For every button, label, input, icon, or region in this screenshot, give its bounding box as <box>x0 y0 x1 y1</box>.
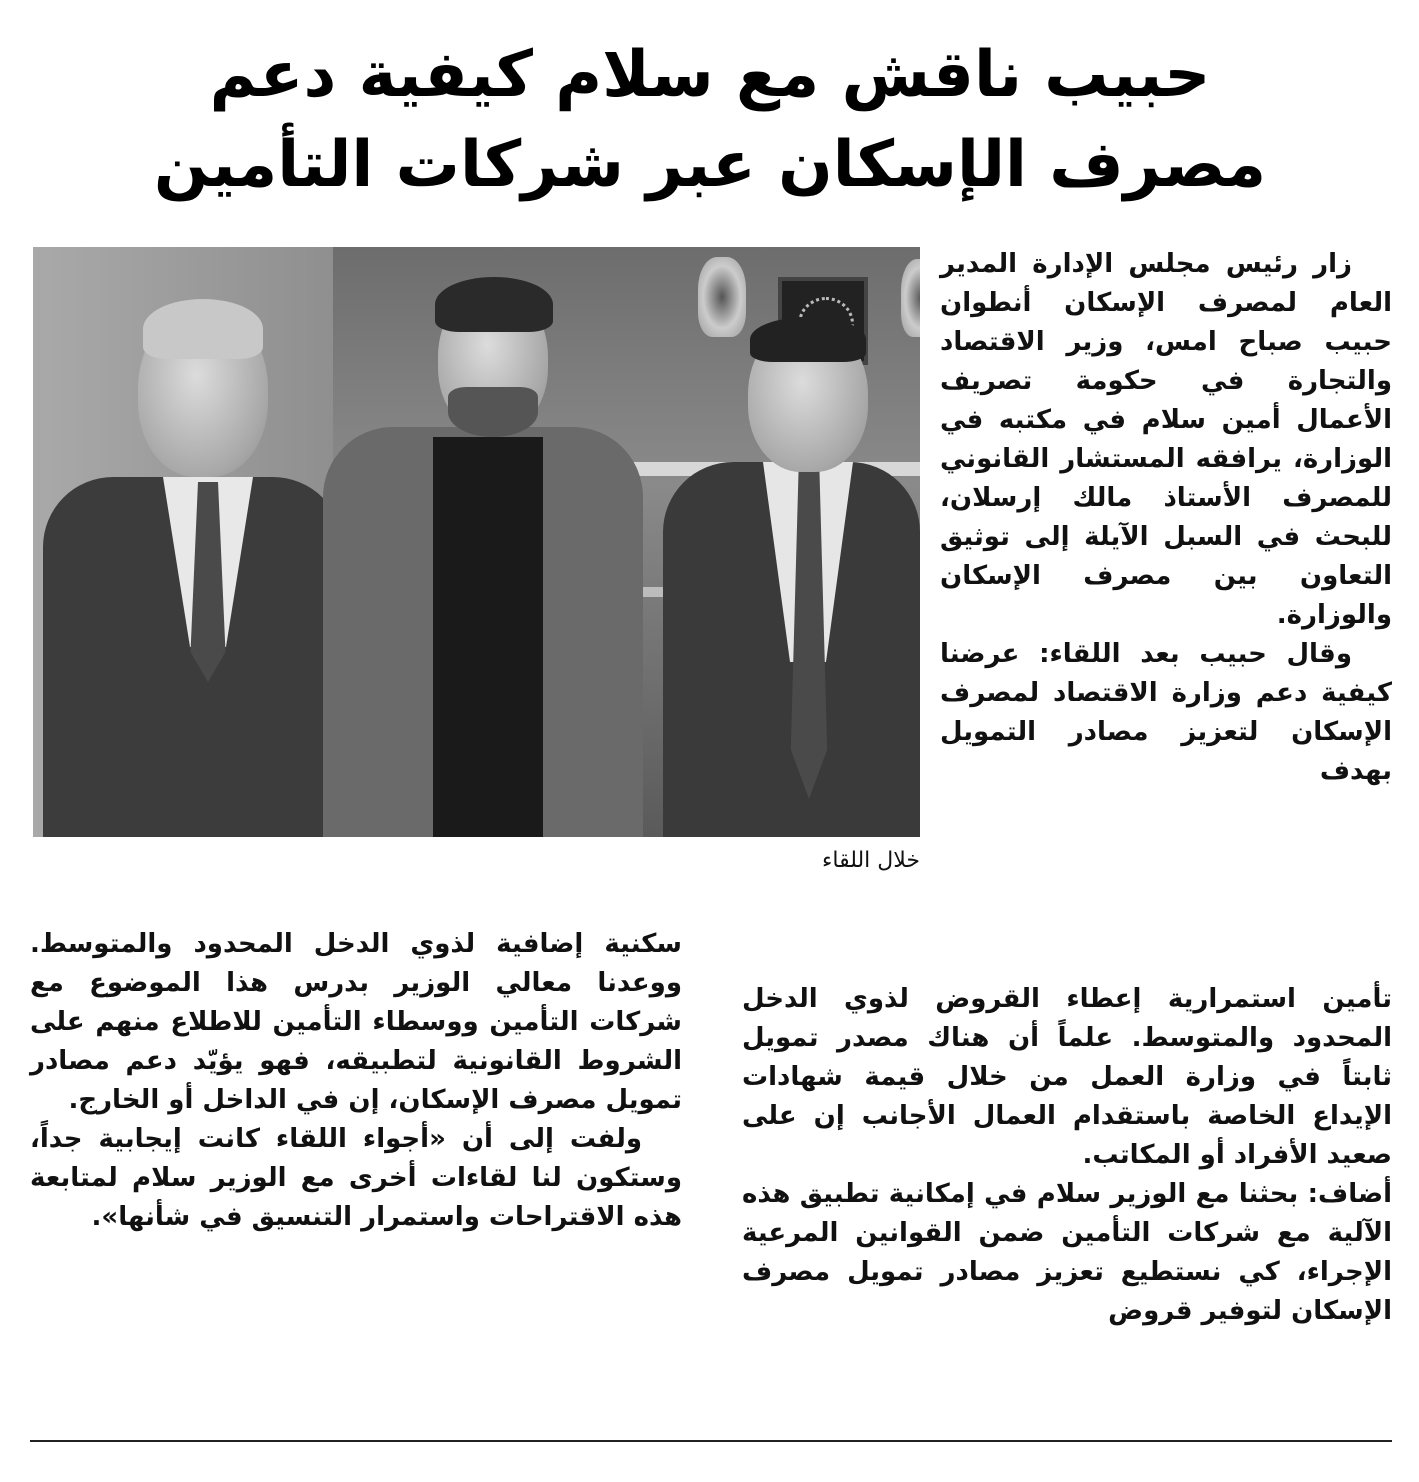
headline-line-1: حبيب ناقش مع سلام كيفية دعم <box>209 38 1211 112</box>
person-left <box>33 247 363 837</box>
person-middle <box>323 247 653 837</box>
paragraph: ولفت إلى أن «أجواء اللقاء كانت إيجابية جداً، وستكون لنا لقاءات أخرى مع الوزير سلام لمتابعة هذه الاقتراحات واستمرار التنسيق في شأنها». <box>30 1124 682 1232</box>
paragraph: زار رئيس مجلس الإدارة المدير العام لمصرف الإسكان أنطوان حبيب صباح امس، وزير الاقتصاد والتجارة في حكومة تصريف الأعمال أمين سلام في مكتبه في الوزارة، يرافقه المستشار القانوني للمصرف الأستاذ مالك إرسلان، للبحث في السبل الآيلة إلى توثيق التعاون بين مصرف الإسكان والوزارة. <box>940 249 1392 630</box>
paragraph: أضاف: بحثنا مع الوزير سلام في إمكانية تطبيق هذه الآلية مع شركات التأمين ضمن القوانين المرعية الإجراء، كي نستطيع تعزيز مصادر تمويل مصرف الإسكان لتوفير قروض <box>742 1179 1392 1326</box>
paragraph: تأمين استمرارية إعطاء القروض لذوي الدخل المحدود والمتوسط. علماً أن هناك مصدر تمويل ثابتاً في وزارة العمل من خلال قيمة شهادات الإيداع الخاصة باستقدام العمال الأجانب إن على صعيد الأفراد أو المكاتب. <box>742 984 1392 1170</box>
article-photo <box>33 247 920 837</box>
paragraph: وقال حبيب بعد اللقاء: عرضنا كيفية دعم وزارة الاقتصاد لمصرف الإسكان لتعزيز مصادر التمويل بهدف <box>940 639 1392 786</box>
column-right-bottom <box>742 980 1392 1331</box>
headline <box>60 30 1360 210</box>
bottom-rule <box>30 1440 1392 1442</box>
column-left <box>30 925 682 1237</box>
photo-caption: خلال اللقاء <box>822 848 920 873</box>
paragraph: سكنية إضافية لذوي الدخل المحدود والمتوسط. ووعدنا معالي الوزير بدرس هذا الموضوع مع شركات التأمين ووسطاء التأمين للاطلاع منهم على الشروط القانونية لتطبيقه، فهو يؤيّد دعم مصادر تمويل مصرف الإسكان، إن في الداخل أو الخارج. <box>30 929 682 1115</box>
column-right-top <box>940 245 1392 791</box>
headline-line-2: مصرف الإسكان عبر شركات التأمين <box>153 128 1267 202</box>
person-right <box>648 247 920 837</box>
